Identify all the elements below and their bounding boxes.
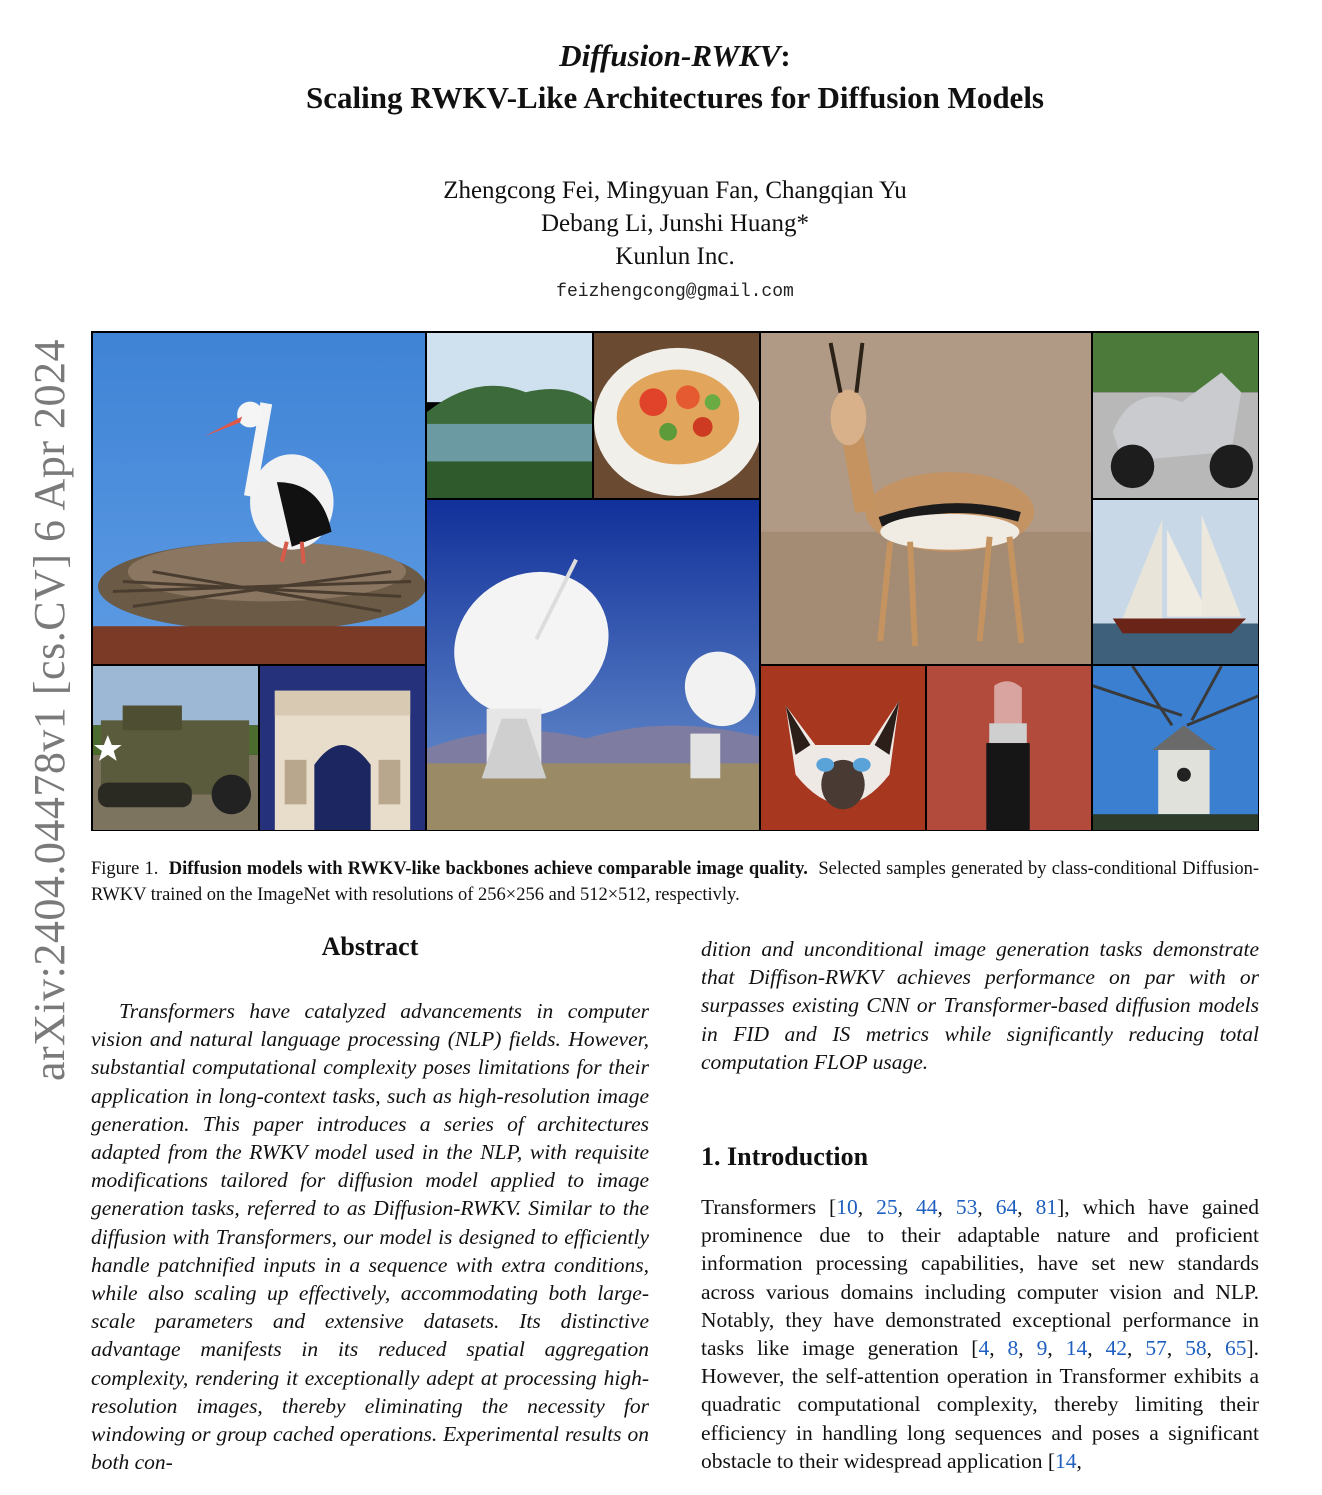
ref-group-2: 4, 8, 9, 14, 42, 57, 58, 65 bbox=[978, 1336, 1247, 1361]
tile-food bbox=[593, 332, 760, 499]
tile-lake bbox=[426, 332, 593, 499]
citation-link[interactable]: 25 bbox=[876, 1195, 898, 1219]
citation-link[interactable]: 44 bbox=[915, 1195, 938, 1219]
tile-arc-de-triomphe bbox=[259, 665, 426, 831]
author-email[interactable]: feizhengcong@gmail.com bbox=[556, 282, 794, 302]
title-italic: Diffusion-RWKV bbox=[559, 38, 781, 73]
abstract-heading: Abstract bbox=[321, 932, 419, 961]
paper-title bbox=[0, 38, 1322, 74]
affiliation: Kunlun Inc. bbox=[615, 243, 735, 270]
citation-link[interactable]: 64 bbox=[995, 1195, 1018, 1219]
tile-satellite-dish bbox=[426, 499, 760, 831]
paper-subtitle: Scaling RWKV-Like Architectures for Diffusion Models bbox=[305, 80, 1044, 115]
title-colon: : bbox=[780, 38, 791, 73]
authors-line-2: Debang Li, Junshi Huang* bbox=[540, 210, 810, 237]
intro-text-d: , bbox=[1076, 1448, 1082, 1473]
tile-scooter bbox=[1092, 332, 1259, 499]
tile-siamese-cat bbox=[760, 665, 926, 831]
intro-text-b: ], which have gained prominence due to their adaptable nature and proficient information processing capabilities, have set new standards across various domains including computer vision and NLP. Notably, they have demonstrated exceptional performance in tasks like image generation [ bbox=[701, 1195, 1260, 1361]
caption-rest: Selected samples generated by class-conditional Diffusion-RWKV trained on the ImageNet with resolutions of 256×256 and 512×512, respectivly. bbox=[91, 859, 1259, 905]
citation-link[interactable]: 14 bbox=[1055, 1448, 1077, 1473]
intro-text-c: ]. However, the self-attention operation in Transformer exhibits a quadratic computational complexity, thereby limiting their efficiency in handling long sequences and poses a significant obstacle to their widespread application [ bbox=[701, 1336, 1260, 1473]
citation-link[interactable]: 81 bbox=[1035, 1195, 1058, 1219]
tile-sailboat bbox=[1092, 499, 1259, 665]
introduction-heading: 1. Introduction bbox=[701, 1142, 869, 1171]
citation-link[interactable]: 9 bbox=[1036, 1336, 1048, 1361]
citation-link[interactable]: 8 bbox=[1007, 1336, 1019, 1361]
introduction-text bbox=[701, 1193, 1259, 1475]
abstract-continuation: dition and unconditional image generation tasks demonstrate that Diffison-RWKV achieves performance on par with or surpasses existing CNN or Transformer-based diffusion models in FID and IS metrics while significantly reducing total computation FLOP usage. bbox=[701, 937, 1259, 1074]
caption-bold: Diffusion models with RWKV-like backbones achieve comparable image quality. bbox=[168, 859, 808, 879]
citation-link[interactable]: 65 bbox=[1225, 1336, 1247, 1361]
abstract-text: Transformers have catalyzed advancements in computer vision and natural language processing (NLP) fields. However, substantial computational complexity poses limitations for their application in long-context tasks, such as high-resolution image generation. This paper introduces a series of architectures adapted from the RWKV model used in the NLP, with requisite modifications tailored for diffusion model applied to image generation tasks, referred to as Diffusion-RWKV. Similar to the diffusion with Transformers, our model is designed to efficiently handle patchnified inputs in a sequence with extra conditions, while also scaling up effectively, accommodating both large-scale parameters and extensive datasets. Its distinctive advantage manifests in its reduced spatial aggregation complexity, rendering it exceptionally adept at processing high-resolution images, thereby eliminating the necessity for windowing or group cached operations. Experimental results on both con- bbox=[91, 999, 649, 1475]
figure-1-caption bbox=[91, 856, 1259, 908]
tile-gazelle bbox=[760, 332, 1092, 665]
tile-birdhouse bbox=[1092, 665, 1259, 831]
citation-link[interactable]: 4 bbox=[978, 1336, 990, 1361]
tile-lipstick bbox=[926, 665, 1092, 831]
arxiv-stamp: arXiv:2404.04478v1 [cs.CV] 6 Apr 2024 bbox=[25, 339, 74, 1081]
citation-link[interactable]: 42 bbox=[1105, 1336, 1128, 1361]
citation-link[interactable]: 10 bbox=[836, 1195, 858, 1219]
citation-link[interactable]: 57 bbox=[1145, 1336, 1167, 1361]
citation-link[interactable]: 53 bbox=[955, 1195, 978, 1219]
intro-text-a: Transformers [ bbox=[701, 1195, 837, 1219]
tile-stork bbox=[92, 332, 426, 665]
tile-halftrack bbox=[92, 665, 259, 831]
authors-line-1: Zhengcong Fei, Mingyuan Fan, Changqian Yu bbox=[443, 177, 907, 204]
ref-group-1: 10, 25, 44, 53, 64, 81 bbox=[836, 1195, 1058, 1219]
figure-1-mosaic bbox=[91, 331, 1259, 831]
caption-label: Figure 1. bbox=[91, 859, 159, 879]
citation-link[interactable]: 14 bbox=[1065, 1336, 1088, 1361]
citation-link[interactable]: 58 bbox=[1185, 1336, 1207, 1361]
